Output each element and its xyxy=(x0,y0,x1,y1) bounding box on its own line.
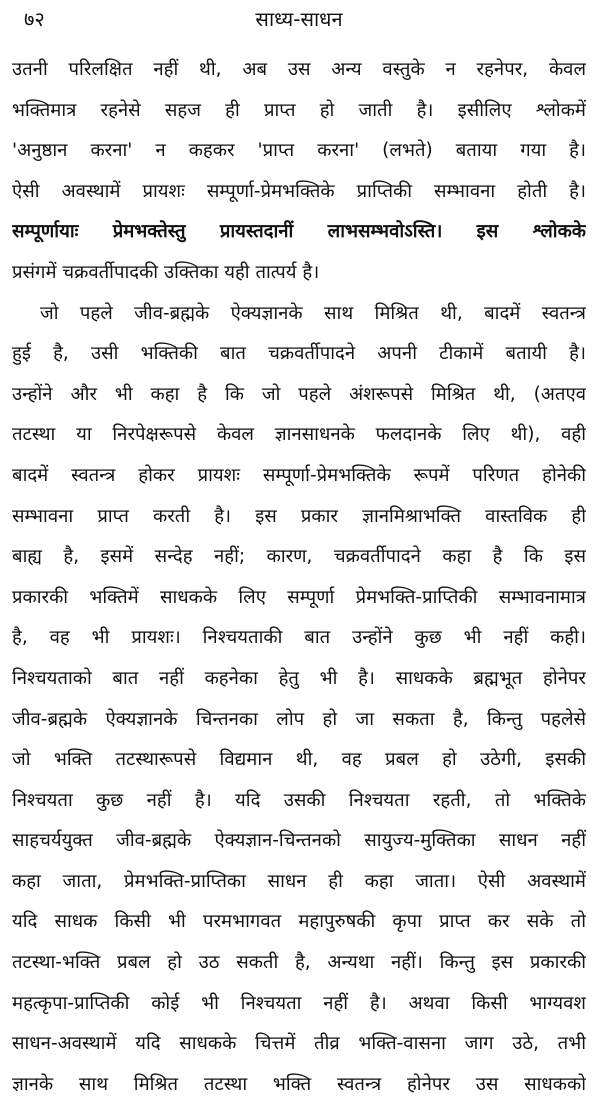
text-line: ज्ञानके साथ मिश्रित तटस्था भक्ति स्वतन्त्र होनेपर उस साधकको xyxy=(12,1073,586,1095)
text-line: प्रसंगमें चक्रवर्तीपादकी उक्तिका यही तात्पर्य है। xyxy=(12,261,320,283)
text-line: निश्चयताको बात नहीं कहनेका हेतु भी है। साधकके ब्रह्मभूत होनेपर xyxy=(12,667,586,689)
sanskrit-quote-line: सम्पूर्णायाः प्रेमभक्तेस्तु प्रायस्तदानीं लाभसम्भवोऽस्ति। इस श्लोकके xyxy=(12,221,586,243)
text-line: बाह्य है, इसमें सन्देह नहीं; कारण, चक्रवर्तीपादने कहा है कि इस xyxy=(12,546,586,568)
text-line: जो भक्ति तटस्थारूपसे विद्यमान थी, वह प्रबल हो उठेगी, इसकी xyxy=(12,749,586,771)
text-line: जीव-ब्रह्मके ऐक्यज्ञानके चिन्तनका लोप हो जा सकता है, किन्तु पहलेसे xyxy=(12,708,586,730)
text-line: यदि साधक किसी भी परमभागवत महापुरुषकी कृपा प्राप्त कर सके तो xyxy=(12,911,586,933)
text-line: 'अनुष्ठान करना' न कहकर 'प्राप्त करना' (लभते) बताया गया है। xyxy=(12,140,586,162)
body-text xyxy=(12,50,586,1105)
text-line: बादमें स्वतन्त्र होकर प्रायशः सम्पूर्णा-प्रेमभक्तिके रूपमें परिणत होनेकी xyxy=(12,464,586,486)
text-line: सम्भावना प्राप्त करती है। इस प्रकार ज्ञानमिश्राभक्ति वास्तविक ही xyxy=(12,505,586,527)
text-line: निश्चयता कुछ नहीं है। यदि उसकी निश्चयता रहती, तो भक्तिके xyxy=(12,789,586,811)
text-line: तटस्था-भक्ति प्रबल हो उठ सकती है, अन्यथा नहीं। किन्तु इस प्रकारकी xyxy=(12,952,586,974)
text-line: भक्तिमात्र रहनेसे सहज ही प्राप्त हो जाती है। इसीलिए श्लोकमें xyxy=(12,99,586,121)
page-number: ७२ xyxy=(24,7,45,31)
page-header xyxy=(12,0,586,50)
text-line: साहचर्ययुक्त जीव-ब्रह्मके ऐक्यज्ञान-चिन्तनको सायुज्य-मुक्तिका साधन नहीं xyxy=(12,830,586,852)
running-title: साध्य-साधन xyxy=(255,7,343,31)
paragraph-1 xyxy=(12,50,586,294)
text-line: है, वह भी प्रायशः। निश्चयताकी बात उन्होंने कुछ भी नहीं कही। xyxy=(12,627,586,649)
text-line: महत्कृपा-प्राप्तिकी कोई भी निश्चयता नहीं है। अथवा किसी भाग्यवश xyxy=(12,992,586,1014)
text-line: तटस्था या निरपेक्षरूपसे केवल ज्ञानसाधनके फलदानके लिए थी), वही xyxy=(12,424,586,446)
text-line: हुई है, उसी भक्तिकी बात चक्रवर्तीपादने अपनी टीकामें बतायी है। xyxy=(12,343,586,365)
text-line: जो पहले जीव-ब्रह्मके ऐक्यज्ञानके साथ मिश्रित थी, बादमें स्वतन्त्र xyxy=(40,302,586,324)
text-line: ऐसी अवस्थामें प्रायशः सम्पूर्णा-प्रेमभक्तिके प्राप्तिकी सम्भावना होती है। xyxy=(12,180,586,202)
text-line: कहा जाता, प्रेमभक्ति-प्राप्तिका साधन ही कहा जाता। ऐसी अवस्थामें xyxy=(12,870,586,892)
text-line: प्रकारकी भक्तिमें साधकके लिए सम्पूर्णा प्रेमभक्ति-प्राप्तिकी सम्भावनामात्र xyxy=(12,586,586,608)
paragraph-2 xyxy=(12,294,586,1105)
text-line: उतनी परिलक्षित नहीं थी, अब उस अन्य वस्तुके न रहनेपर, केवल xyxy=(12,59,586,80)
text-line: उन्होंने और भी कहा है कि जो पहले अंशरूपसे मिश्रित थी, (अतएव xyxy=(12,383,586,405)
text-line: साधन-अवस्थामें यदि साधकके चित्तमें तीव्र भक्ति-वासना जाग उठे, तभी xyxy=(12,1033,586,1055)
